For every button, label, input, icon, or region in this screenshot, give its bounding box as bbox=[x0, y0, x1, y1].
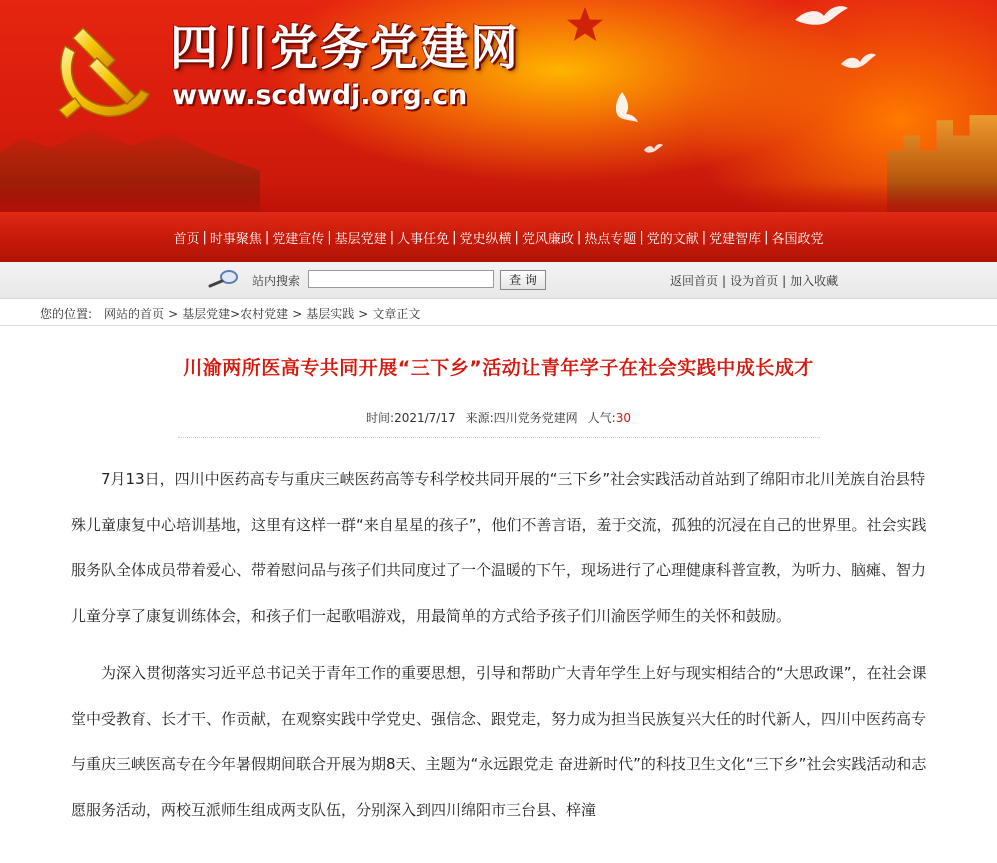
search-input[interactable] bbox=[308, 270, 494, 288]
nav-item-appointments[interactable]: 人事任免 bbox=[397, 231, 450, 247]
nav-item-party-history[interactable]: 党史纵横 bbox=[459, 231, 512, 247]
dove-icon bbox=[838, 50, 878, 74]
time-value: 2021/7/17 bbox=[394, 411, 456, 425]
site-url: www.scdwdj.org.cn bbox=[172, 80, 468, 111]
nav-separator: | bbox=[639, 229, 644, 245]
nav-separator: | bbox=[764, 229, 769, 245]
nav-separator: | bbox=[327, 229, 332, 245]
article-paragraph: 7月13日，四川中医药高专与重庆三峡医药高等专科学校共同开展的“三下乡”社会实践活动首站到了绵阳市北川羌族自治县特殊儿童康复中心培训基地，这里有这样一群“来自星星的孩子”，他们不善言语，羞于交流，孤独的沉浸在自己的世界里。社会实践服务队全体成员带着爱心、带着慰问品与孩子们共同度过了一个温暖的下午，现场进行了心理健康科普宣教，为听力、脑瘫、智力儿童分享了康复训练体会，和孩子们一起歌唱游戏，用最简单的方式给予孩子们川渝医学师生的关怀和鼓励。 bbox=[71, 470, 927, 625]
nav-separator: | bbox=[701, 229, 707, 245]
main-nav bbox=[0, 212, 997, 262]
nav-separator: | bbox=[576, 229, 582, 245]
views-label: 人气: bbox=[587, 411, 616, 425]
link-separator: | bbox=[782, 274, 787, 288]
banner-bottom-glow bbox=[0, 182, 997, 212]
nav-item-grassroots[interactable]: 基层党建 bbox=[334, 231, 387, 247]
nav-item-home[interactable]: 首页 bbox=[173, 231, 200, 247]
article-meta bbox=[0, 410, 997, 426]
article-title: 川渝两所医高专共同开展“三下乡”活动让青年学子在社会实践中成长成才 bbox=[183, 357, 814, 379]
breadcrumb-item-home[interactable]: 网站的首页 bbox=[104, 307, 165, 321]
dove-icon bbox=[610, 90, 640, 124]
back-home-link[interactable]: 返回首页 bbox=[670, 274, 719, 288]
breadcrumb-separator: > bbox=[168, 307, 179, 321]
breadcrumb bbox=[0, 299, 997, 326]
nav-item-current-affairs[interactable]: 时事聚焦 bbox=[209, 231, 262, 247]
views-count: 30 bbox=[615, 411, 631, 425]
search-label: 站内搜索 bbox=[252, 274, 301, 288]
magnifier-icon bbox=[207, 268, 241, 288]
star-icon bbox=[565, 5, 605, 45]
nav-item-integrity[interactable]: 党风廉政 bbox=[521, 231, 574, 247]
time-label: 时间: bbox=[366, 411, 395, 425]
dove-icon bbox=[790, 2, 850, 32]
set-homepage-link[interactable]: 设为首页 bbox=[730, 274, 779, 288]
search-button[interactable]: 查 询 bbox=[500, 270, 546, 290]
dove-icon bbox=[642, 142, 664, 156]
nav-separator: | bbox=[514, 229, 519, 245]
breadcrumb-item-grassroots[interactable]: 基层党建>农村党建 bbox=[182, 307, 289, 321]
nav-item-hot-topics[interactable]: 热点专题 bbox=[584, 231, 637, 247]
nav-separator: | bbox=[452, 229, 457, 245]
add-favorite-link[interactable]: 加入收藏 bbox=[790, 274, 839, 288]
breadcrumb-separator: > bbox=[358, 307, 369, 321]
nav-separator: | bbox=[264, 229, 270, 245]
article-body bbox=[71, 457, 931, 833]
nav-separator: | bbox=[202, 229, 207, 245]
site-title: 四川党务党建网 bbox=[170, 20, 521, 76]
nav-item-documents[interactable]: 党的文献 bbox=[646, 231, 699, 247]
nav-separator: | bbox=[389, 229, 395, 245]
nav-item-world-parties[interactable]: 各国政党 bbox=[771, 231, 824, 247]
search-bar bbox=[0, 262, 997, 299]
breadcrumb-separator: > bbox=[292, 307, 303, 321]
article-paragraph: 为深入贯彻落实习近平总书记关于青年工作的重要思想，引导和帮助广大青年学生上好与现实相结合的“大思政课”，在社会课堂中受教育、长才干、作贡献，在观察实践中学党史、强信念、跟党走，努力成为担当民族复兴大任的时代新人，四川中医药高专与重庆三峡医高专在今年暑假期间联合开展为期8天、主题为“永远跟党走 奋进新时代”的科技卫生文化“三下乡”社会实践活动和志愿服务活动，两校互派师生组成两支队伍，分别深入到四川绵阳市三台县、梓潼 bbox=[71, 664, 927, 819]
site-banner bbox=[0, 0, 997, 212]
breadcrumb-item-current: 文章正文 bbox=[372, 307, 421, 321]
link-separator: | bbox=[722, 274, 727, 288]
nav-item-think-tank[interactable]: 党建智库 bbox=[709, 231, 762, 247]
hammer-sickle-icon bbox=[45, 18, 155, 128]
source-value: 四川党务党建网 bbox=[493, 411, 578, 425]
breadcrumb-prefix: 您的位置: bbox=[40, 307, 93, 321]
source-label: 来源: bbox=[465, 411, 494, 425]
quick-links bbox=[670, 272, 838, 289]
breadcrumb-item-practice[interactable]: 基层实践 bbox=[306, 307, 355, 321]
nav-item-party-publicity[interactable]: 党建宣传 bbox=[272, 231, 325, 247]
meta-divider bbox=[178, 437, 820, 438]
